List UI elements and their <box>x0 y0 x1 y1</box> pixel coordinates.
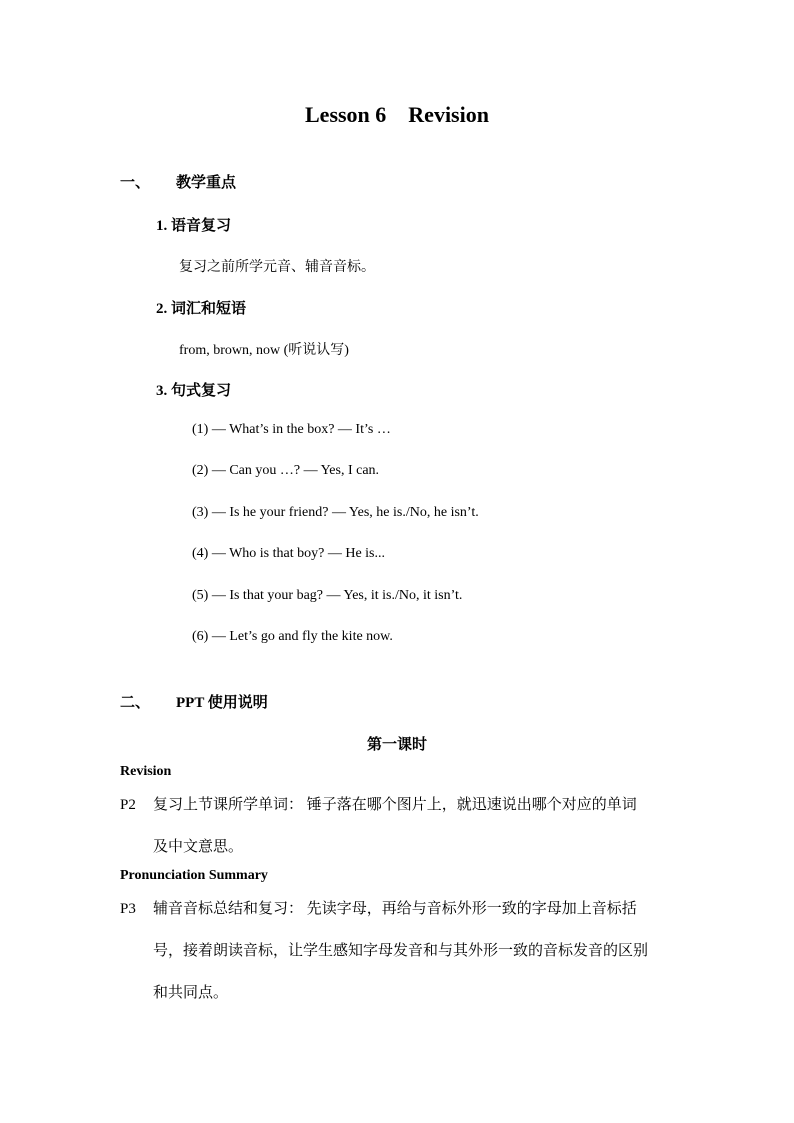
item-3-heading: 3. 句式复习 <box>156 383 232 399</box>
section-1-heading <box>120 171 236 192</box>
lesson-period-heading: 第一课时 <box>366 737 427 753</box>
sentence-6: (6) — Let’s go and fly the kite now. <box>192 629 393 644</box>
p3-text-line-1: 辅音音标总结和复习： 先读字母，再给与音标外形一致的字母加上音标括 <box>153 901 637 917</box>
section-2-heading <box>120 691 268 712</box>
p3-line-1 <box>120 888 637 930</box>
revision-label: Revision <box>120 764 172 779</box>
p3-page-number: P3 <box>120 901 136 917</box>
lesson-name: Revision <box>408 102 489 127</box>
lesson-title <box>0 102 794 128</box>
item-1-text: 复习之前所学元音、辅音音标。 <box>179 260 375 275</box>
item-2-text: from, brown, now (听说认写) <box>179 343 349 358</box>
p2-line-1 <box>120 784 637 826</box>
item-1-heading: 1. 语音复习 <box>156 218 232 234</box>
section-1-title: 教学重点 <box>176 175 237 191</box>
sentence-1: (1) — What’s in the box? — It’s … <box>192 422 391 437</box>
p2-text-line-1: 复习上节课所学单词： 锤子落在哪个图片上，就迅速说出哪个对应的单词 <box>153 797 637 813</box>
p2-line-2: 及中文意思。 <box>153 839 244 855</box>
p3-line-2: 号，接着朗读音标，让学生感知字母发音和与其外形一致的音标发音的区别 <box>153 943 649 959</box>
sentence-4: (4) — Who is that boy? — He is... <box>192 546 385 561</box>
sentence-2: (2) — Can you …? — Yes, I can. <box>192 463 380 478</box>
section-2-number: 二、 <box>120 695 151 711</box>
pronunciation-summary-label: Pronunciation Summary <box>120 868 268 883</box>
sentence-5: (5) — Is that your bag? — Yes, it is./No, it isn’t. <box>192 588 463 603</box>
p3-line-3: 和共同点。 <box>153 985 229 1001</box>
section-2-title: PPT 使用说明 <box>176 695 268 711</box>
section-1-number: 一、 <box>120 175 151 191</box>
sentence-3: (3) — Is he your friend? — Yes, he is./No, he isn’t. <box>192 505 479 520</box>
p2-page-number: P2 <box>120 797 136 813</box>
lesson-number: Lesson 6 <box>305 102 387 127</box>
item-2-heading: 2. 词汇和短语 <box>156 301 247 317</box>
